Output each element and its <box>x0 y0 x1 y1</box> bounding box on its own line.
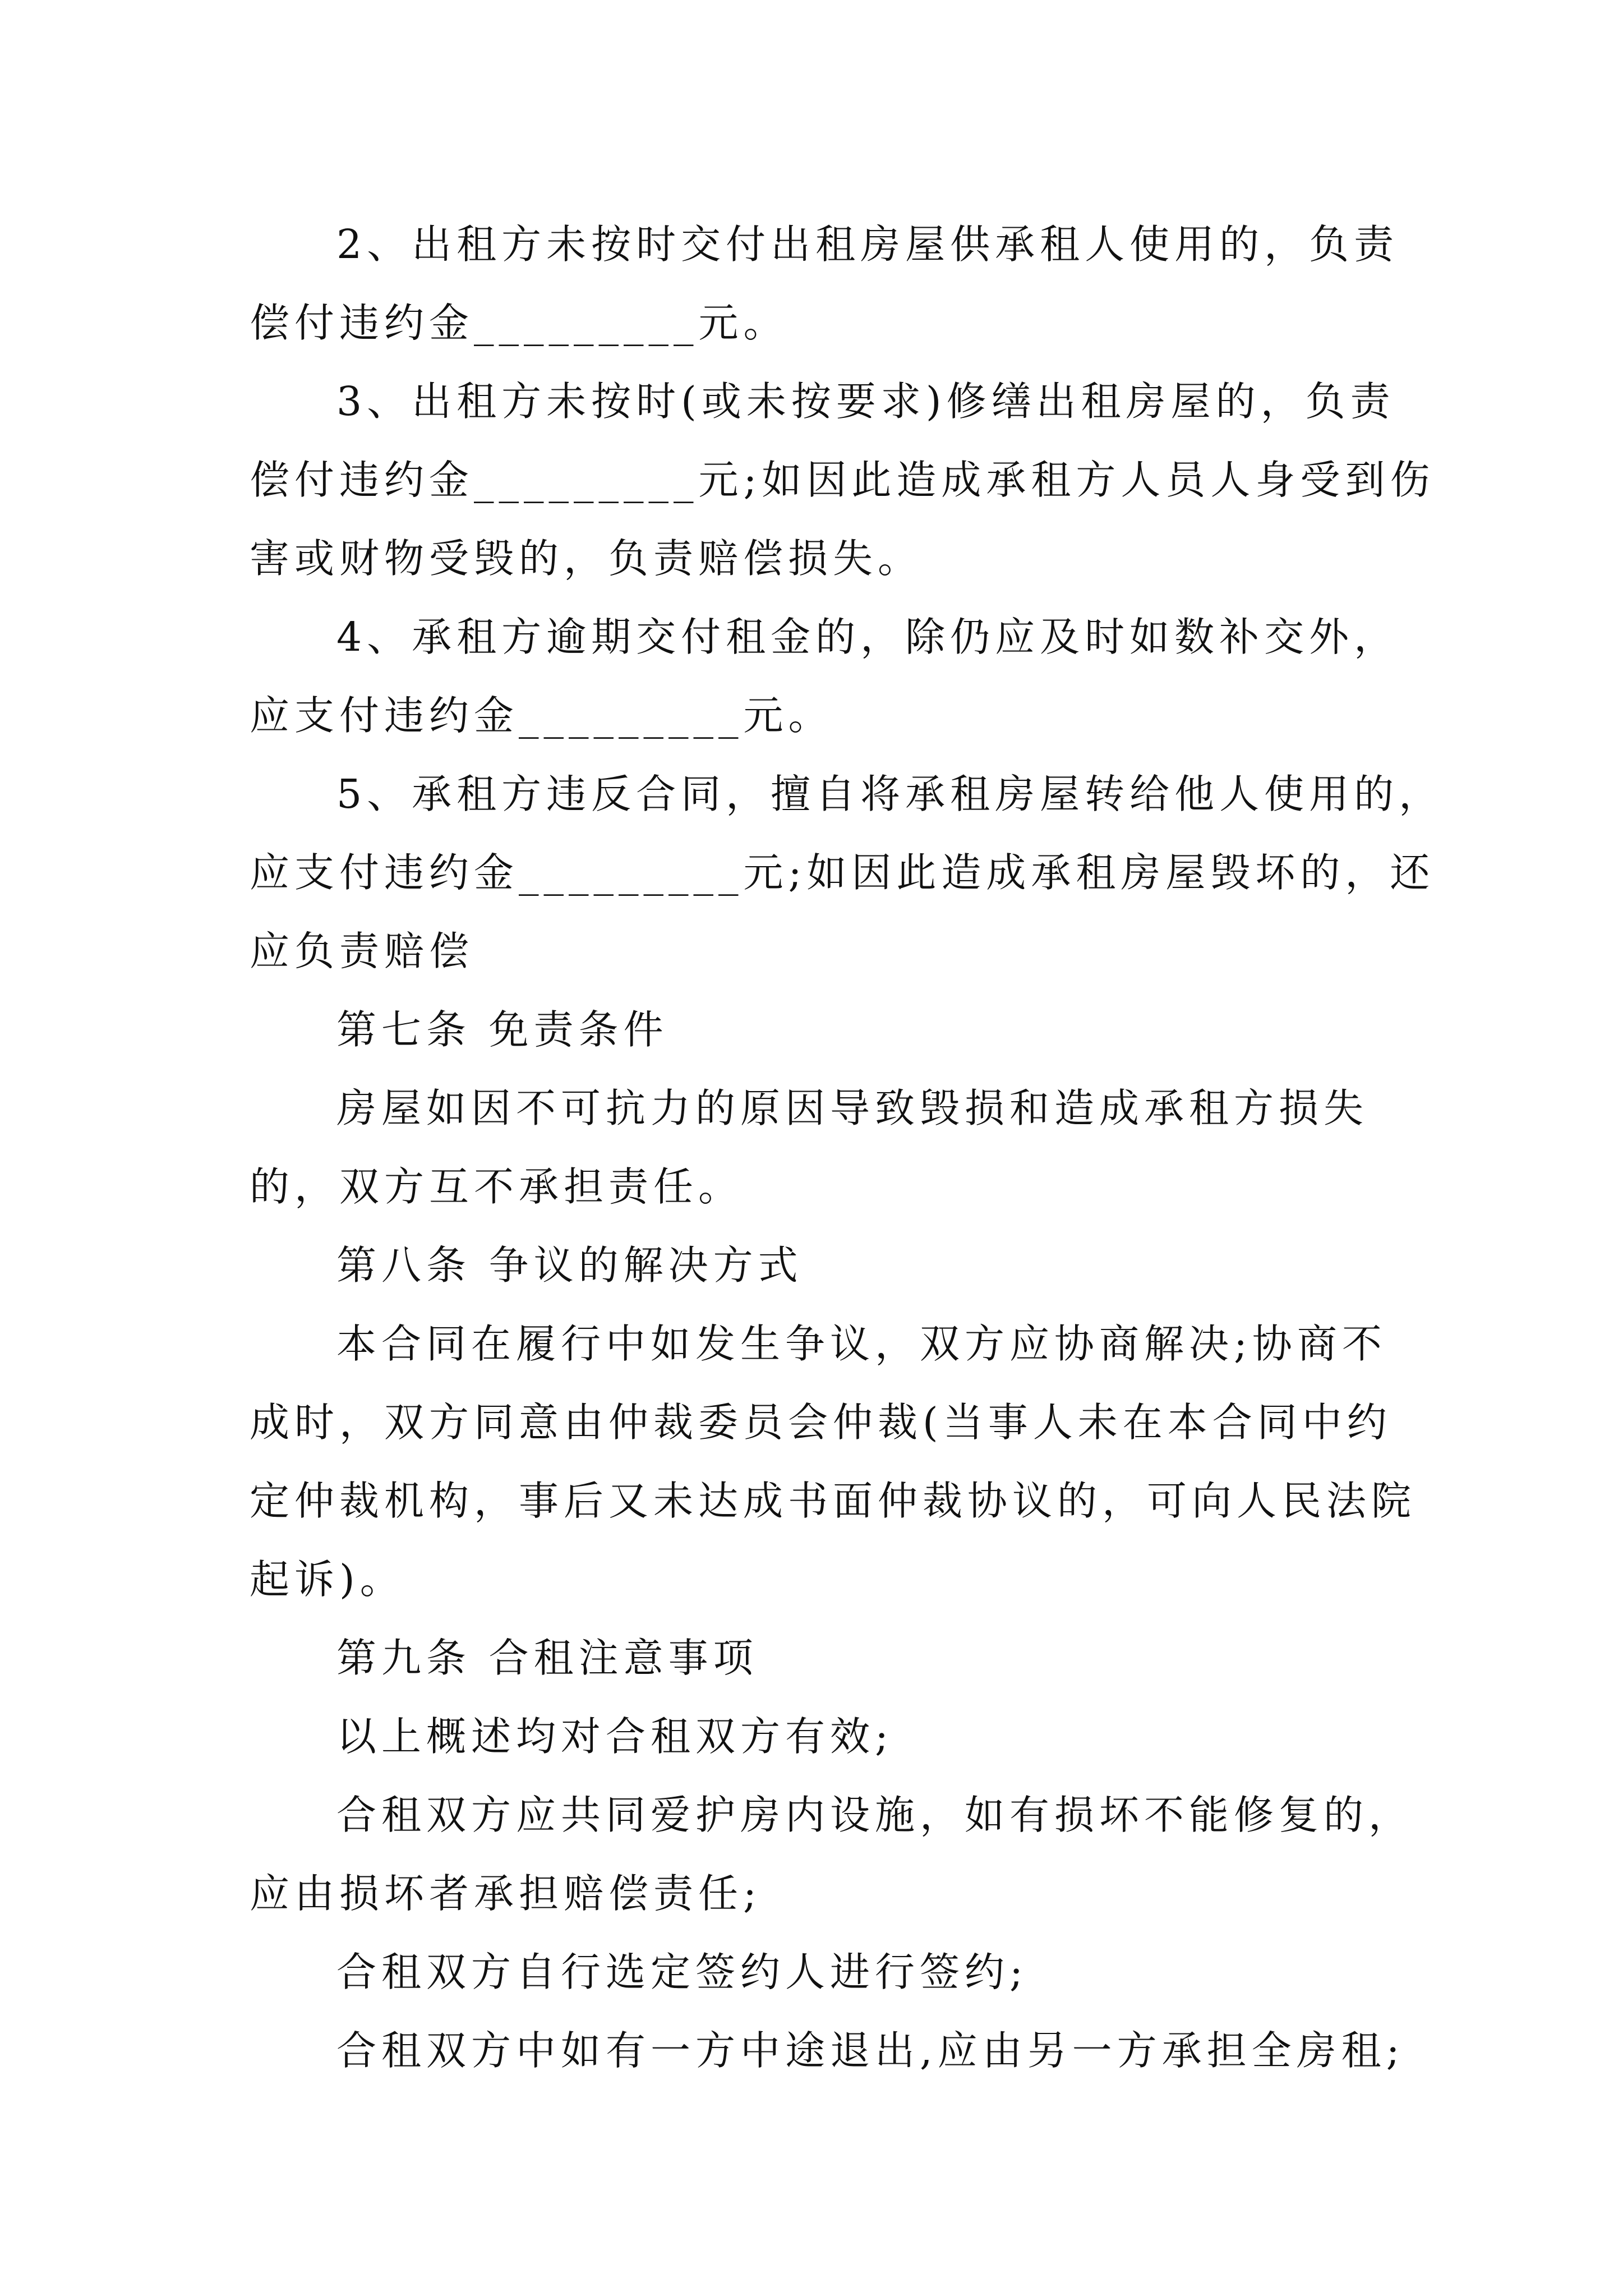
paragraph-line: 合租双方应共同爱护房内设施，如有损坏不能修复的， <box>336 1792 1414 1838</box>
paragraph-line: 害或财物受毁的，负责赔偿损失。 <box>250 535 923 582</box>
section-heading: 第九条 合租注意事项 <box>336 1635 758 1681</box>
paragraph-line: 应由损坏者承担赔偿责任; <box>250 1870 762 1917</box>
paragraph-line: 合租双方中如有一方中途退出,应由另一方承担全房租; <box>336 2027 1405 2074</box>
paragraph-line: 偿付违约金_________元。 <box>250 300 789 346</box>
paragraph-line: 本合同在履行中如发生争议，双方应协商解决;协商不 <box>336 1320 1387 1367</box>
paragraph-line: 2、出租方未按时交付出租房屋供承租人使用的，负责 <box>336 221 1399 268</box>
paragraph-line: 房屋如因不可抗力的原因导致毁损和造成承租方损失 <box>336 1085 1369 1131</box>
paragraph-line: 起诉)。 <box>250 1556 405 1603</box>
paragraph-line: 以上概述均对合租双方有效; <box>336 1713 893 1760</box>
section-heading: 第八条 争议的解决方式 <box>336 1242 803 1289</box>
paragraph-line: 的，双方互不承担责任。 <box>250 1163 744 1210</box>
paragraph-line: 定仲裁机构，事后又未达成书面仲裁协议的，可向人民法院 <box>250 1478 1417 1524</box>
paragraph-line: 应负责赔偿 <box>250 928 474 974</box>
paragraph-line: 合租双方自行选定签约人进行签约; <box>336 1949 1028 1995</box>
paragraph-line: 应支付违约金_________元;如因此造成承租房屋毁坏的，还 <box>250 849 1435 896</box>
paragraph-line: 5、承租方违反合同，擅自将承租房屋转给他人使用的， <box>336 771 1444 817</box>
paragraph-line: 成时，双方同意由仲裁委员会仲裁(当事人未在本合同中约 <box>250 1399 1392 1446</box>
section-heading: 第七条 免责条件 <box>336 1006 668 1053</box>
paragraph-line: 应支付违约金_________元。 <box>250 692 833 739</box>
paragraph-line: 4、承租方逾期交付租金的，除仍应及时如数补交外， <box>336 614 1399 660</box>
paragraph-line: 偿付违约金_________元;如因此造成承租方人员人身受到伤 <box>250 457 1435 503</box>
paragraph-line: 3、出租方未按时(或未按要求)修缮出租房屋的，负责 <box>336 378 1395 425</box>
